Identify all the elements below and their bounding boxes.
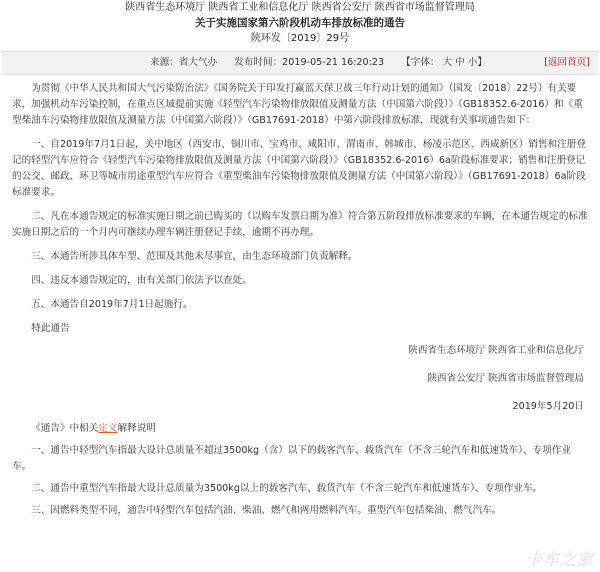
signature-line-1: 陕西省生态环境厅 陕西省工业和信息化厅 [408,345,584,356]
signature-block [12,343,588,415]
issuing-agencies: 陕西省生态环境厅 陕西省工业和信息化厅 陕西省公安厅 陕西省市场监督管理局 [125,2,475,13]
paragraph-item-3: 三、本通告所涉具体车型、范围及其他未尽事宜，由生态环境部门负责解释。 [31,251,358,262]
font-size-control: 【字体： 大 中 小】 [401,57,487,68]
paragraph-closing: 特此通告 [31,323,70,334]
document-header [0,0,600,46]
document-title: 关于实施国家第六阶段机动车排放标准的通告 [195,17,405,29]
publish-time: 发布时间：2019-05-21 16:20:23 [234,57,385,68]
definition-link[interactable]: 定义 [98,423,118,434]
explanation-item-1: 一、通告中轻型汽车指最大设计总质量不超过3500kg（含）以下的载客汽车、载货汽车（不含三轮汽车和低速货车）、专项作业车。 [12,445,571,472]
explanation-heading: 《通告》中相关定义解释说明 [31,423,156,434]
signature-date: 2019年5月20日 [512,401,584,412]
explanation-item-2: 二、通告中重型汽车指最大设计总质量为3500kg以上的载客汽车、载货汽车（不含三轮汽车和低速货车）、专项作业车。 [31,483,543,494]
paragraph-item-1: 一、自2019年7月1日起，关中地区（西安市、铜川市、宝鸡市、咸阳市、渭南市、韩城市、杨凌示范区、西咸新区）销售和注册登记的轻型汽车应符合《轻型汽车污染物排放限值及测量方法（中国第六阶段）》（GB18352.6-2016）6a阶段标准要求；销售和注册登记的公交、邮政、环卫等城市用途重型汽车应符合《重型柴油车污染物排放限值及测量方法（中国第六阶段）》（GB17691-2018）6a阶段标准要求。 [12,139,586,198]
site-watermark: 卡车之家 [525,550,594,569]
font-medium-link[interactable]: 中 [455,57,465,68]
paragraph-item-4: 四、违反本通告规定的，由有关部门依法予以查处。 [31,275,252,286]
document-body [0,81,600,519]
explanation-item-3: 三、因燃料类型不同，通告中轻型汽车包括汽油、柴油、燃气和两用燃料汽车。重型汽车包括柴油、燃气汽车。 [31,505,502,516]
source-label: 来源：省大气办 [150,57,218,68]
font-large-link[interactable]: 大 [442,57,453,68]
font-small-link[interactable]: 小 [467,57,478,68]
back-home-link[interactable]: [返回首页] [544,57,590,68]
paragraph-intro: 为贯彻《中华人民共和国大气污染防治法》《国务院关于印发打赢蓝天保卫战三年行动计划的通知》（国发〔2018〕22号）有关要求，加强机动车污染控制，在重点区域提前实施《轻型汽车污染物排放限值及测量方法（中国第六阶段）》（GB18352.6-2016）和《重型柴油车污染物排放限值及测量方法（中国第六阶段）》（GB17691-2018）中第六阶段排放标准，现就有关事项通告如下： [12,83,583,126]
paragraph-item-2: 二、凡在本通告规定的标准实施日期之前已购买的（以购车发票日期为准）符合第五阶段排放标准要求的车辆，在本通告规定的标准实施日期之后的一个月内可继续办理车辆注册登记手续，逾期不再办理。 [12,211,588,238]
paragraph-item-5: 五、本通告自2019年7月1日起施行。 [31,299,193,310]
signature-line-2: 陕西省公安厅 陕西省市场监督管理局 [427,373,584,384]
document-number: 陕环发〔2019〕29号 [250,33,350,44]
article-info-bar [2,51,598,75]
